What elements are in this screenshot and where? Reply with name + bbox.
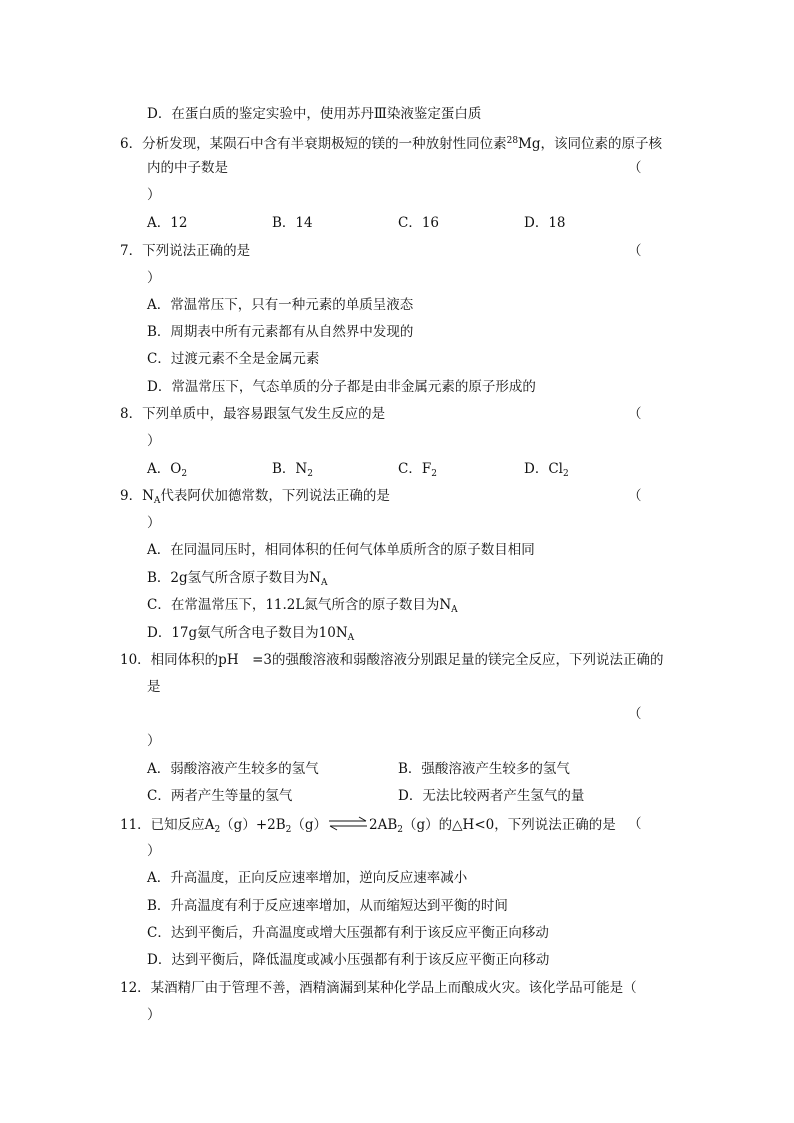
- q8-stem: 8．下列单质中，最容易跟氢气发生反应的是: [120, 406, 386, 422]
- q12-stem: 12．某酒精厂由于管理不善，酒精滴漏到某种化学品上而酿成火灾。该化学品可能是（: [120, 980, 637, 996]
- q6-stem-pre: 6．分析发现，某陨石中含有半衰期极短的镁的一种放射性同位素: [120, 136, 507, 152]
- q6-stem-line1: [120, 132, 662, 153]
- q9-option-a: A．在同温同压时，相同体积的任何气体单质所含的原子数目相同: [147, 542, 535, 558]
- q11-paren-close: ）: [147, 843, 161, 859]
- q7-option-d: D．常温常压下，气态单质的分子都是由非金属元素的原子形成的: [147, 379, 536, 395]
- q11-paren-open: （: [628, 816, 642, 832]
- q11-option-d: D．达到平衡后，降低温度或减小压强都有利于该反应平衡正向移动: [147, 952, 550, 968]
- q10-option-a: A．弱酸溶液产生较多的氢气: [147, 761, 319, 777]
- q8-paren-close: ）: [147, 433, 161, 449]
- q6-option-d: D．18: [524, 215, 566, 231]
- q7-option-c: C．过渡元素不全是金属元素: [147, 351, 320, 367]
- equilibrium-arrow-icon: [328, 815, 368, 833]
- q8-option-b: B．$N_2$: [272, 461, 313, 479]
- q11-option-c: C．达到平衡后，升高温度或增大压强都有利于该反应平衡正向移动: [147, 925, 549, 941]
- q9-paren-close: ）: [147, 515, 161, 531]
- q9-option-c: C．在常温常压下，11.2L氮气所含的原子数目为$N_A$: [147, 597, 458, 615]
- q6-option-b: B．14: [272, 215, 313, 231]
- q11-option-a: A．升高温度，正向反应速率增加，逆向反应速率减小: [147, 870, 468, 886]
- q8-paren-open: （: [628, 406, 642, 422]
- q6-stem-post: ，该同位素的原子核: [540, 136, 663, 152]
- q10-stem-line2: 是: [147, 679, 161, 695]
- q7-paren-open: （: [628, 243, 642, 259]
- q6-option-c: C．16: [398, 215, 440, 231]
- q6-symbol: Mg: [518, 136, 541, 152]
- q10-paren-open: （: [628, 706, 642, 722]
- q9-option-d: D．17g氨气所含电子数目为$10N_A$: [147, 625, 355, 643]
- q5-option-d: D．在蛋白质的鉴定实验中，使用苏丹Ⅲ染液鉴定蛋白质: [147, 106, 482, 122]
- q10-option-c: C．两者产生等量的氢气: [147, 788, 293, 804]
- q7-paren-close: ）: [147, 270, 161, 286]
- q11-stem: 11．已知反应$A_2(g)+2B_2(g)$ $2AB_2(g)$的△H<0，下列说法正确的是: [120, 817, 616, 835]
- q10-option-d: D．无法比较两者产生氢气的量: [398, 788, 585, 804]
- q10-paren-close: ）: [147, 733, 161, 749]
- q9-option-b: B．2g氢气所含原子数目为$N_A$: [147, 570, 328, 588]
- q10-option-b: B．强酸溶液产生较多的氢气: [398, 761, 570, 777]
- q11-option-b: B．升高温度有利于反应速率增加，从而缩短达到平衡的时间: [147, 898, 508, 914]
- q9-stem: 9．$N_A$代表阿伏加德常数，下列说法正确的是: [120, 488, 390, 506]
- q6-mass-number: 28: [506, 136, 519, 146]
- q6-paren-close: ）: [147, 187, 161, 203]
- q6-stem-line2: 内的中子数是: [147, 160, 228, 176]
- q10-stem-line1: 10．相同体积的pH =3的强酸溶液和弱酸溶液分别跟足量的镁完全反应，下列说法正确的: [120, 652, 664, 668]
- q7-option-a: A．常温常压下，只有一种元素的单质呈液态: [147, 297, 414, 313]
- q8-option-c: C．$F_2$: [398, 461, 437, 479]
- q9-paren-open: （: [628, 488, 642, 504]
- q7-stem: 7．下列说法正确的是: [120, 243, 251, 259]
- q6-option-a: A．12: [147, 215, 188, 231]
- q8-option-a: A．$O_2$: [147, 461, 188, 479]
- q12-paren-close: ）: [147, 1007, 161, 1023]
- q6-paren-open: （: [628, 160, 642, 176]
- q8-option-d: D．$Cl_2$: [524, 461, 569, 479]
- q7-option-b: B．周期表中所有元素都有从自然界中发现的: [147, 324, 414, 340]
